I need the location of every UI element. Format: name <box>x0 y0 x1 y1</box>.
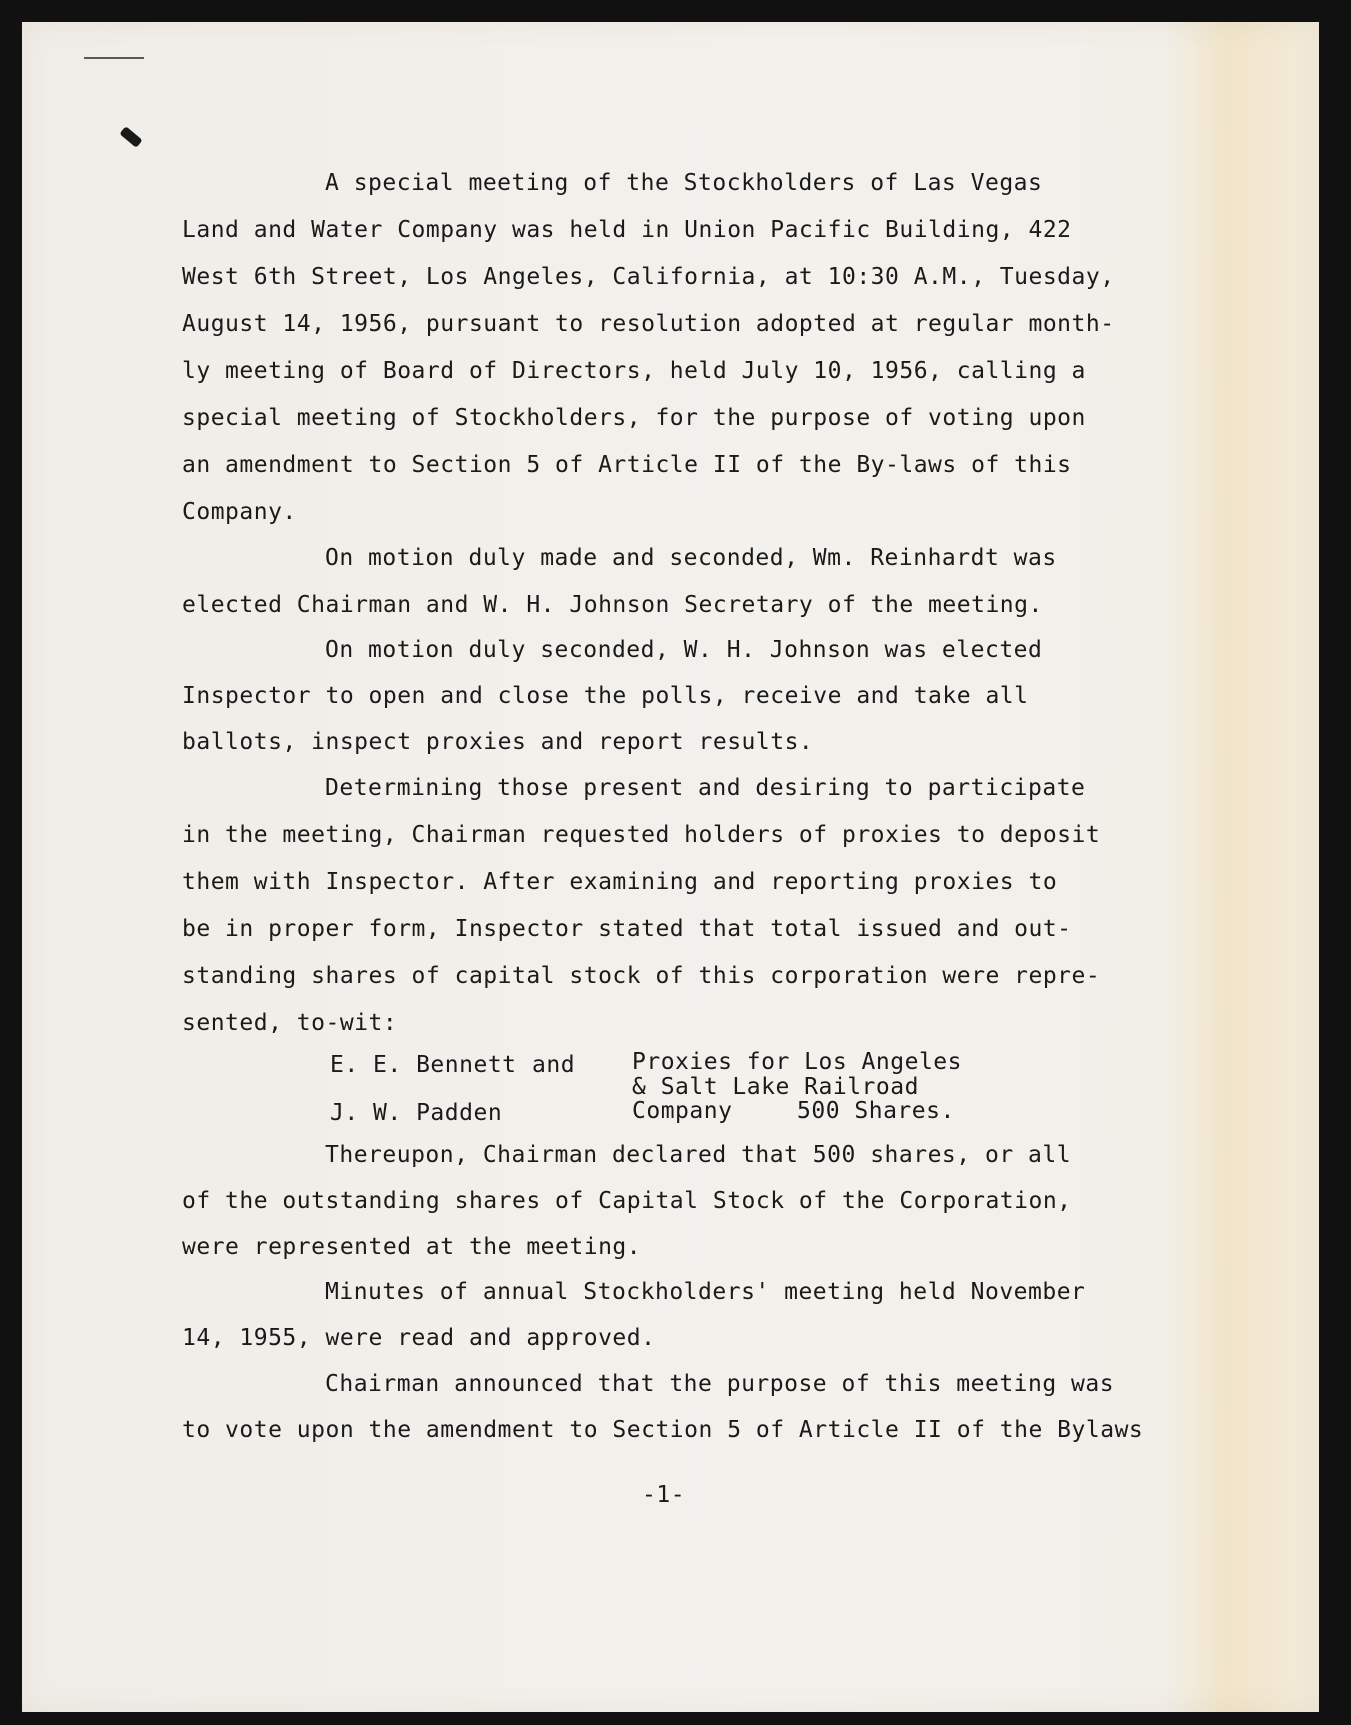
pencil-dash-mark <box>84 57 144 59</box>
text-line: of the outstanding shares of Capital Stock of the Corporation, <box>182 1188 1072 1214</box>
document-page <box>22 22 1319 1712</box>
text-line: in the meeting, Chairman requested holders of proxies to deposit <box>182 822 1101 848</box>
text-line: them with Inspector. After examining and reporting proxies to <box>182 869 1058 895</box>
text-line: August 14, 1956, pursuant to resolution adopted at regular month- <box>182 311 1115 337</box>
proxy-description-line1: Proxies for Los Angeles <box>632 1049 962 1075</box>
page-number: -1- <box>642 1482 686 1508</box>
text-line: Company. <box>182 499 297 525</box>
text-line: A special meeting of the Stockholders of Las Vegas <box>325 170 1043 196</box>
proxy-shares: 500 Shares. <box>797 1098 955 1124</box>
text-line: were represented at the meeting. <box>182 1234 642 1260</box>
text-line: elected Chairman and W. H. Johnson Secretary of the meeting. <box>182 592 1043 618</box>
text-line: Land and Water Company was held in Union Pacific Building, 422 <box>182 217 1072 243</box>
proxy-description-line2: & Salt Lake Railroad <box>632 1074 919 1100</box>
text-line: be in proper form, Inspector stated that total issued and out- <box>182 916 1072 942</box>
text-line: On motion duly seconded, W. H. Johnson was elected <box>325 637 1043 663</box>
proxy-company: Company <box>632 1098 733 1124</box>
text-line: Thereupon, Chairman declared that 500 shares, or all <box>325 1142 1072 1168</box>
text-line: West 6th Street, Los Angeles, California, at 10:30 A.M., Tuesday, <box>182 264 1115 290</box>
proxy-holder-2: J. W. Padden <box>330 1100 503 1126</box>
text-line: Determining those present and desiring to participate <box>325 775 1086 801</box>
text-line: standing shares of capital stock of this corporation were repre- <box>182 963 1101 989</box>
proxy-conjunction: and <box>532 1052 576 1078</box>
text-line: ballots, inspect proxies and report results. <box>182 729 814 755</box>
text-line: Chairman announced that the purpose of this meeting was <box>325 1371 1115 1397</box>
text-line: 14, 1955, were read and approved. <box>182 1325 656 1351</box>
text-line: ly meeting of Board of Directors, held July 10, 1956, calling a <box>182 358 1086 384</box>
ink-mark <box>119 126 142 148</box>
text-line: special meeting of Stockholders, for the purpose of voting upon <box>182 405 1086 431</box>
text-line: Inspector to open and close the polls, receive and take all <box>182 683 1029 709</box>
text-line: to vote upon the amendment to Section 5 of Article II of the Bylaws <box>182 1417 1144 1443</box>
text-line: an amendment to Section 5 of Article II of the By-laws of this <box>182 452 1072 478</box>
text-line: sented, to-wit: <box>182 1010 398 1036</box>
text-line: Minutes of annual Stockholders' meeting held November <box>325 1279 1086 1305</box>
text-line: On motion duly made and seconded, Wm. Reinhardt was <box>325 545 1057 571</box>
proxy-holder-1: E. E. Bennett <box>330 1052 517 1078</box>
